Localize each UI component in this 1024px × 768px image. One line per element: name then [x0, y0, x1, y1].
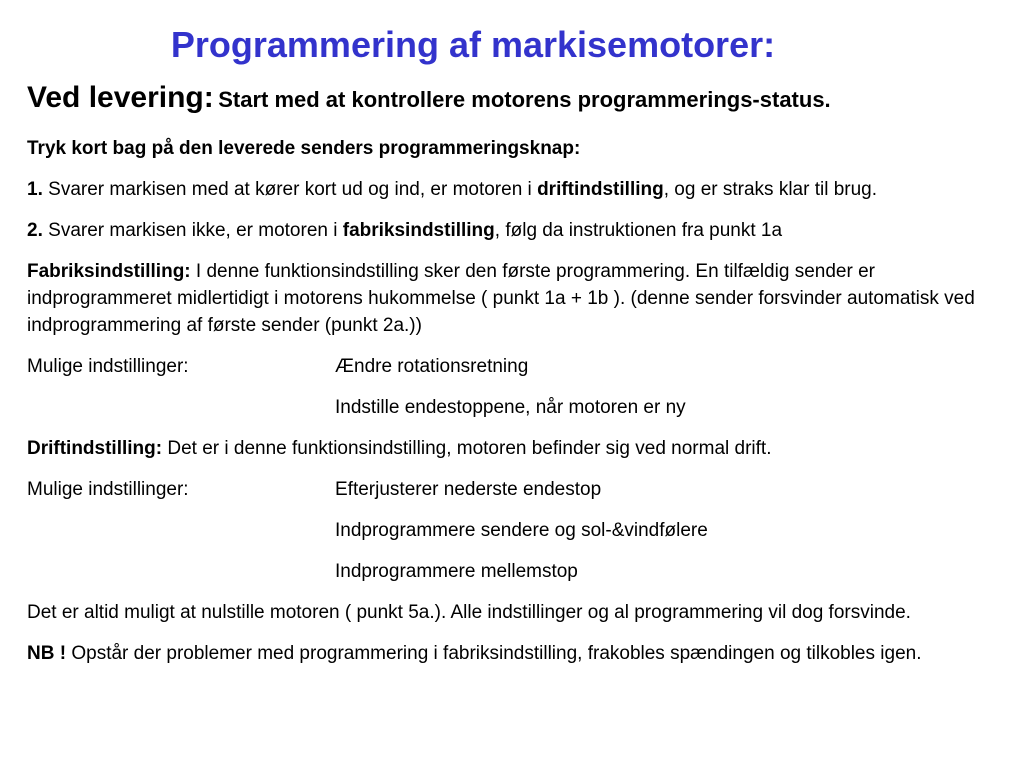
point-1-bold: driftindstilling [537, 179, 664, 200]
point-2-bold: fabriksindstilling [342, 220, 495, 241]
operation-setting-paragraph [27, 435, 977, 462]
operation-option: Efterjusterer nederste endestop [335, 479, 602, 500]
factory-option: Indstille endestoppene, når motoren er ny [335, 397, 686, 418]
point-2-text: Svarer markisen ikke, er motoren i [48, 220, 338, 241]
factory-options-row-1 [27, 353, 977, 380]
point-1-number: 1. [27, 179, 43, 200]
operation-options-row-3 [27, 558, 977, 585]
reset-note: Det er altid muligt at nulstille motoren ( punkt 5a.). Alle indstillinger og al programmering vil dog forsvinde. [27, 602, 911, 623]
point-1-text-after: , og er straks klar til brug. [663, 179, 878, 200]
point-2 [27, 217, 977, 244]
factory-setting-paragraph [27, 258, 977, 339]
point-1-text: Svarer markisen med at kører kort ud og ind, er motoren i [48, 179, 532, 200]
factory-option: Ændre rotationsretning [335, 356, 529, 377]
slide-title: Programmering af markisemotorer: [170, 24, 776, 65]
operation-option: Indprogrammere mellemstop [335, 561, 578, 582]
point-2-text-after: , følg da instruktionen fra punkt 1a [494, 220, 783, 241]
operation-options-row-1 [27, 476, 977, 503]
operation-setting-text: Det er i denne funktionsindstilling, motoren befinder sig ved normal drift. [167, 438, 772, 459]
operation-options-label: Mulige indstillinger: [27, 479, 189, 500]
point-2-number: 2. [27, 220, 43, 241]
slide-content [27, 78, 977, 681]
operation-option: Indprogrammere sendere og sol-&vindfølere [335, 520, 708, 541]
nb-label: NB ! [27, 643, 67, 664]
nb-note [27, 640, 977, 667]
delivery-text: Start med at kontrollere motorens programmerings-status. [218, 87, 831, 112]
operation-options-row-2 [27, 517, 977, 544]
instruction-text: Tryk kort bag på den leverede senders programmeringsknap: [27, 138, 581, 159]
factory-setting-text: I denne funktionsindstilling sker den første programmering. En tilfældig sender er indprogrammeret midlertidigt i motorens hukommelse ( punkt 1a + 1b ). (denne sender forsvinder automatisk ved indprogrammering af første sender (punkt 2a.)) [27, 261, 975, 336]
factory-options-row-2 [27, 394, 977, 421]
factory-setting-label: Fabriksindstilling: [27, 261, 191, 282]
delivery-label: Ved levering: [27, 81, 214, 114]
point-1 [27, 176, 977, 203]
operation-setting-label: Driftindstilling: [27, 438, 163, 459]
factory-options-label: Mulige indstillinger: [27, 356, 189, 377]
delivery-heading [27, 78, 977, 123]
nb-text: Opstår der problemer med programmering i fabriksindstilling, frakobles spændingen og tilkobles igen. [71, 643, 922, 664]
